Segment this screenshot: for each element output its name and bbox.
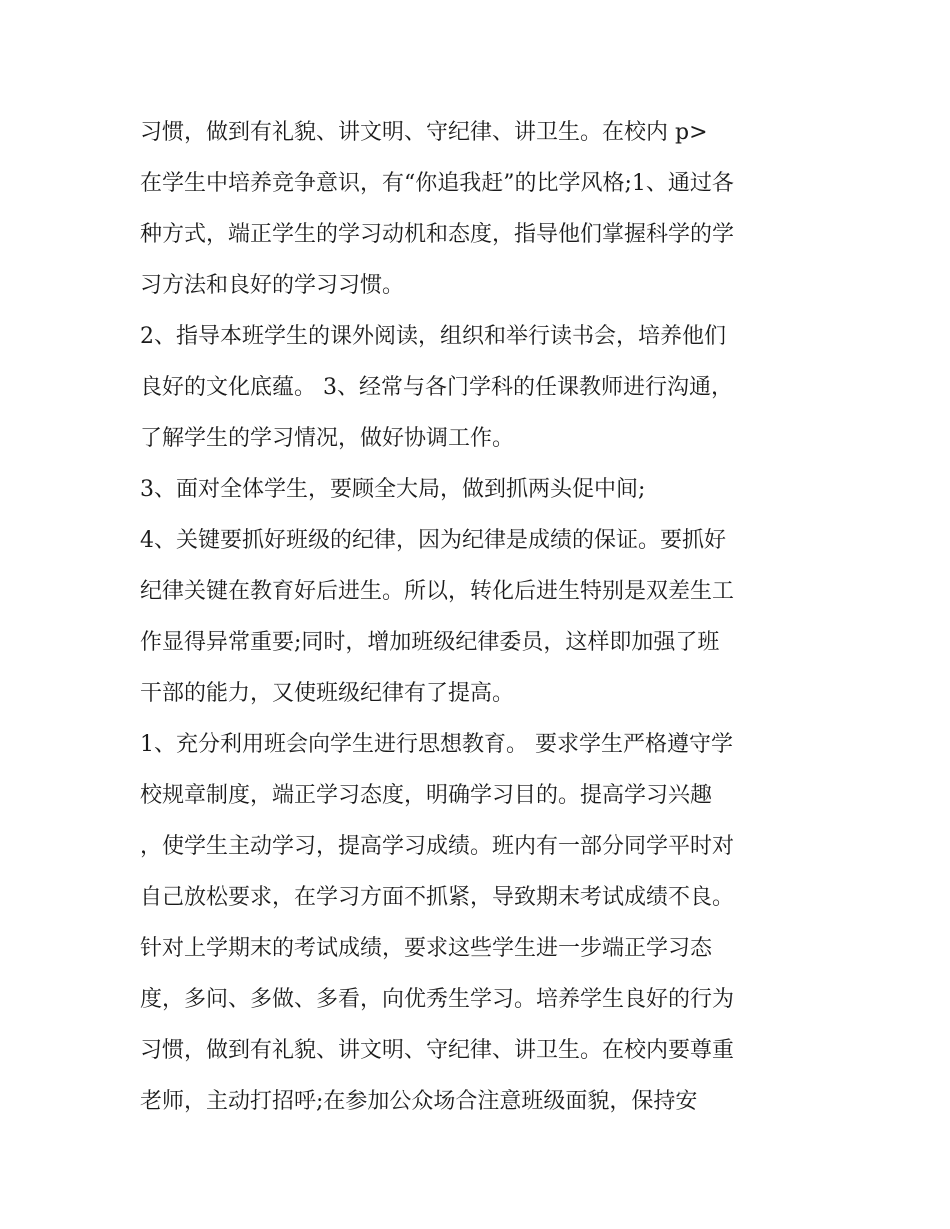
text-line: 干部的能力，又使班级纪律有了提高。 — [140, 681, 515, 706]
text-line: ，使学生主动学习，提高学习成绩。班内有一部分同学平时对 — [140, 834, 735, 859]
text-line: 3、面对全体学生，要顾全大局，做到抓两头促中间; — [140, 477, 646, 502]
text-line: 种方式，端正学生的学习动机和态度，指导他们掌握科学的学 — [140, 222, 735, 247]
text-line: 老师，主动打招呼;在参加公众场合注意班级面貌，保持安 — [140, 1089, 698, 1114]
text-line: 在学生中培养竞争意识，有“你追我赶”的比学风格;1、通过各 — [140, 171, 734, 196]
text-line: 习方法和良好的学习习惯。 — [140, 273, 405, 298]
text-line: 良好的文化底蕴。 3、经常与各门学科的任课教师进行沟通， — [140, 375, 733, 400]
text-line: 2、指导本班学生的课外阅读，组织和举行读书会，培养他们 — [140, 324, 726, 349]
text-line: 1、充分利用班会向学生进行思想教育。 要求学生严格遵守学 — [140, 732, 733, 757]
text-line: 校规章制度，端正学习态度，明确学习目的。提高学习兴趣 — [140, 783, 713, 808]
text-line: 了解学生的学习情况，做好协调工作。 — [140, 426, 515, 451]
text-line: 度，多问、多做、多看，向优秀生学习。培养学生良好的行为 — [140, 987, 735, 1012]
text-line: 作显得异常重要;同时，增加班级纪律委员，这样即加强了班 — [140, 630, 720, 655]
text-line: 自己放松要求，在学习方面不抓紧，导致期末考试成绩不良。 — [140, 885, 735, 910]
text-line: 习惯，做到有礼貌、讲文明、守纪律、讲卫生。在校内 p> — [140, 120, 708, 145]
text-line: 4、关键要抓好班级的纪律，因为纪律是成绩的保证。要抓好 — [140, 528, 726, 553]
text-line: 纪律关键在教育好后进生。所以，转化后进生特别是双差生工 — [140, 579, 735, 604]
text-line: 习惯，做到有礼貌、讲文明、守纪律、讲卫生。在校内要尊重 — [140, 1038, 735, 1063]
text-line: 针对上学期末的考试成绩，要求这些学生进一步端正学习态 — [140, 936, 713, 961]
document-body — [140, 107, 830, 1127]
